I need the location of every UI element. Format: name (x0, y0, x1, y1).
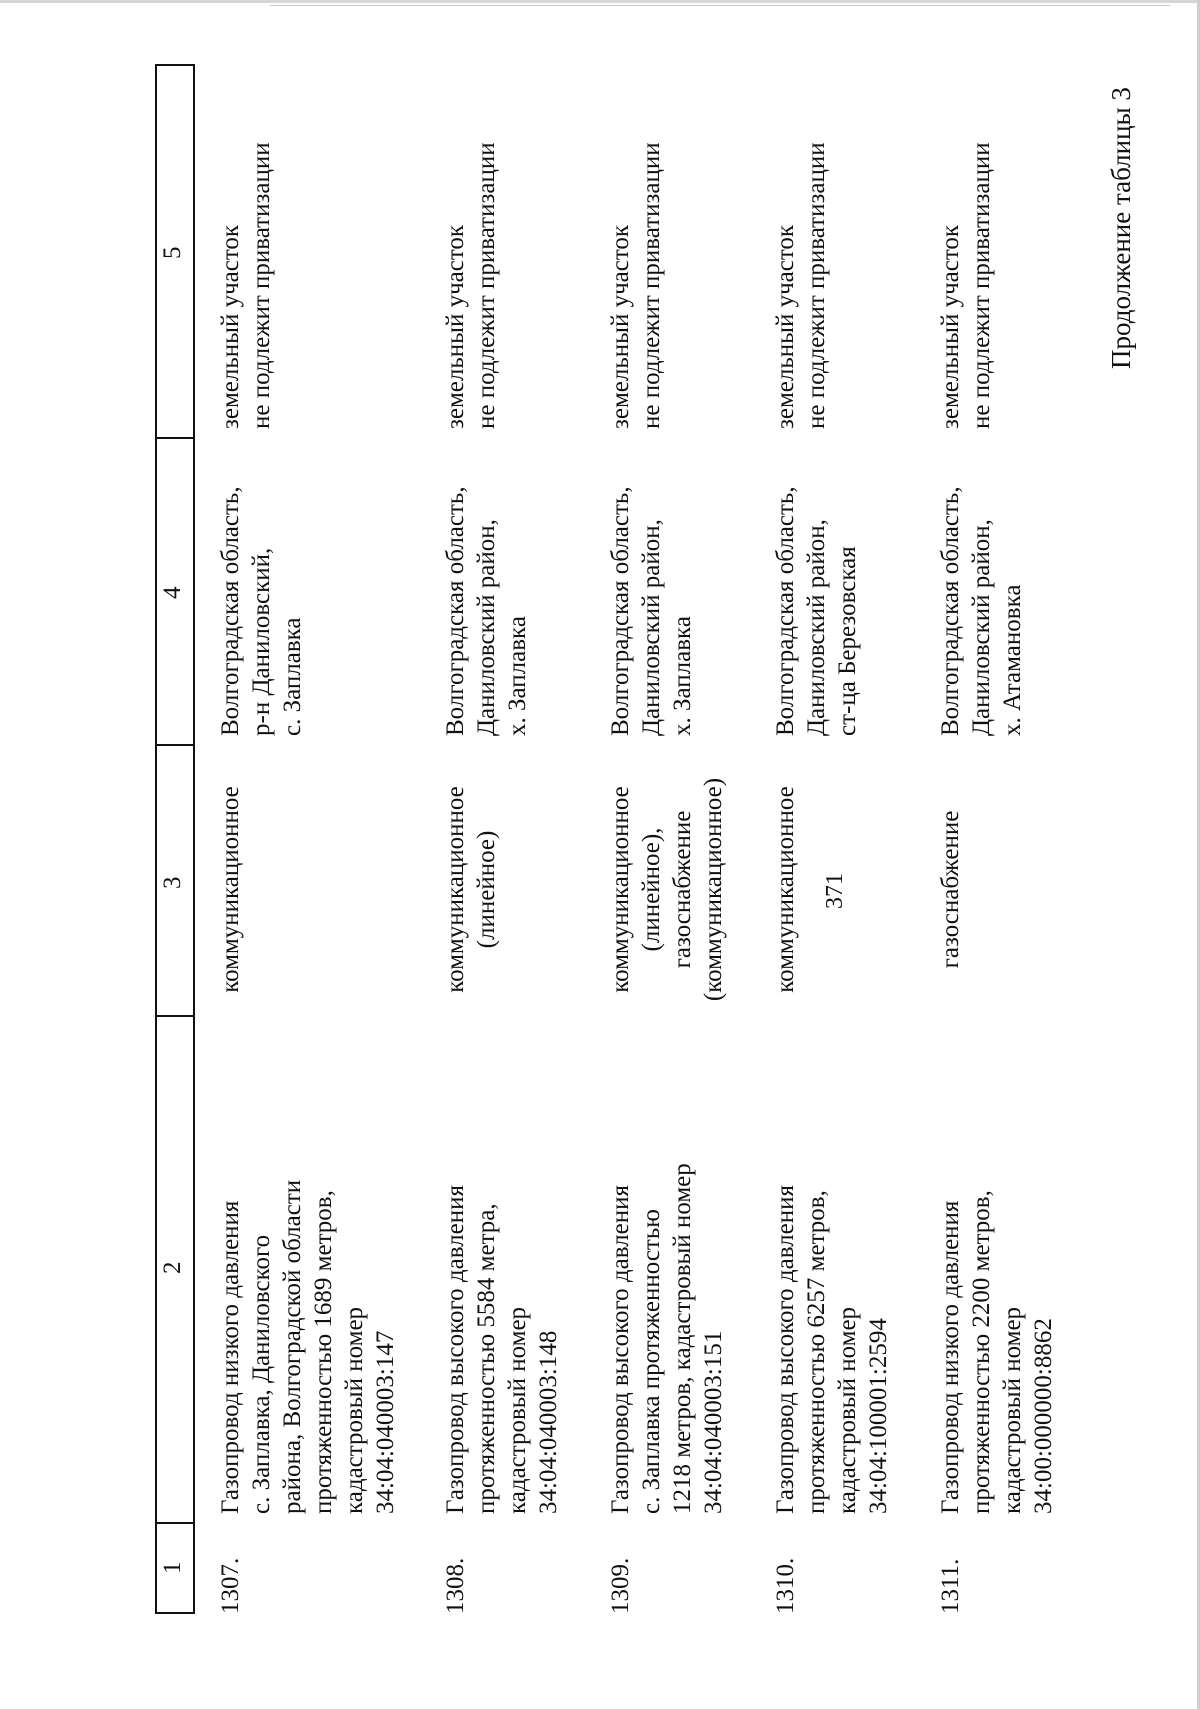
column-header: 4 (159, 586, 186, 599)
column-header: 1 (159, 1561, 186, 1574)
table-row (440, 64, 605, 1614)
row-number: 1309. (607, 1557, 634, 1614)
object-name: Газопровод высокого давления протяженностью 5584 метра, кадастровый номер 34:04:040003:148 (442, 1185, 562, 1514)
column-header: 2 (159, 1261, 186, 1274)
header-divider (155, 1015, 195, 1017)
header-divider (155, 437, 195, 439)
object-purpose: коммуникационное (217, 786, 244, 993)
column-header: 5 (159, 246, 186, 259)
land-note: земельный участок не подлежит приватизации (937, 142, 995, 429)
object-name: Газопровод высокого давления протяженностью 6257 метров, кадастровый номер 34:04:100001:2594 (772, 1185, 892, 1514)
data-table (155, 64, 1167, 1614)
land-note: земельный участок не подлежит приватизации (772, 142, 830, 429)
object-purpose: коммуникационное (линейное), газоснабжение (коммуникационное) (607, 777, 727, 1002)
object-name: Газопровод низкого давления протяженностью 2200 метров, кадастровый номер 34:00:000000:8862 (937, 1190, 1057, 1514)
object-address: Волгоградская область, Даниловский район, х. Заплавка (607, 486, 696, 736)
row-number: 1308. (442, 1557, 469, 1614)
object-address: Волгоградская область, р-н Даниловский, с. Заплавка (217, 486, 306, 736)
land-note: земельный участок не подлежит приватизации (442, 142, 500, 429)
object-purpose: коммуникационное (линейное) (442, 786, 500, 993)
row-number: 1311. (937, 1558, 964, 1614)
table-top-border (155, 64, 157, 1614)
object-name: Газопровод низкого давления с. Заплавка, Даниловского района, Волгоградской области протяженностью 1689 метров, кадастровый номер 34:04:040003:147 (217, 1179, 399, 1514)
object-address: Волгоградская область, Даниловский район, х. Атамановка (937, 486, 1026, 736)
land-note: земельный участок не подлежит приватизации (607, 142, 665, 429)
object-address: Волгоградская область, Даниловский район, ст-ца Березовская (772, 486, 861, 736)
table-row (935, 64, 1100, 1614)
object-address: Волгоградская область, Даниловский район, х. Заплавка (442, 486, 531, 736)
object-purpose: коммуникационное (772, 786, 799, 993)
row-number: 1310. (772, 1557, 799, 1614)
table-header-border (193, 64, 195, 1614)
table-row (770, 64, 935, 1614)
land-note: земельный участок не подлежит приватизации (217, 142, 275, 429)
object-name: Газопровод высокого давления с. Заплавка протяженностью 1218 метров, кадастровый номер 34:04:040003:151 (607, 1163, 727, 1514)
object-purpose: газоснабжение (937, 810, 964, 969)
header-divider (155, 1522, 195, 1524)
table-caption: Продолжение таблицы 3 (1106, 87, 1136, 369)
header-divider (155, 64, 195, 66)
row-number: 1307. (217, 1557, 244, 1614)
table-row (605, 64, 770, 1614)
table-row (215, 64, 399, 1614)
column-header: 3 (159, 876, 186, 889)
header-divider (155, 1612, 195, 1614)
page-number: 371 (822, 873, 848, 909)
header-divider (155, 744, 195, 746)
